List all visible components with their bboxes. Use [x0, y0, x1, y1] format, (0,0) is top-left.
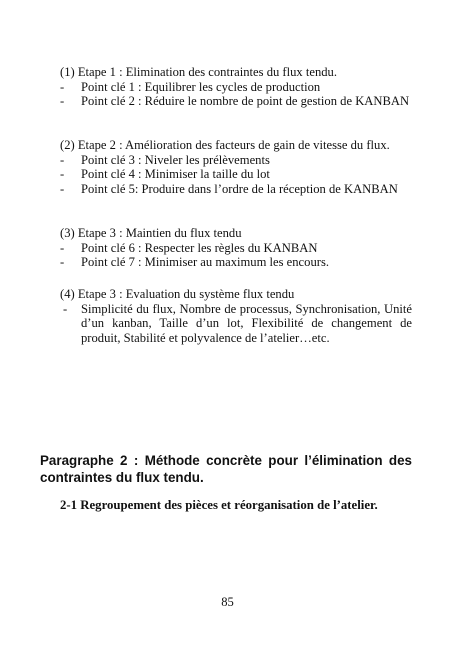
bullet-dash: - [60, 94, 65, 109]
list-item [60, 182, 412, 197]
bullet-dash: - [60, 240, 65, 255]
bullet-dash: - [60, 167, 65, 182]
step-2-list [60, 153, 412, 197]
step-1-section [60, 65, 412, 109]
list-item [60, 241, 412, 256]
step-3-title: (3) Etape 3 : Maintien du flux tendu [60, 226, 242, 240]
bullet-dash: - [60, 79, 65, 94]
step-3-list [60, 241, 412, 270]
bullet-dash: - [63, 301, 68, 316]
list-item [60, 153, 412, 168]
step-2-title: (2) Etape 2 : Amélioration des facteurs de gain de vitesse du flux. [60, 138, 390, 152]
list-item [60, 94, 412, 109]
bullet-dash: - [60, 255, 65, 270]
step-4-list [60, 302, 412, 346]
key-point-text: Point clé 5: Produire dans l’ordre de la réception de KANBAN [81, 181, 398, 196]
step-4-title: (4) Etape 3 : Evaluation du système flux tendu [60, 287, 295, 301]
paragraph-heading: Paragraphe 2 : Méthode concrète pour l’élimination des contraintes du flux tendu. [40, 453, 412, 485]
bullet-dash: - [60, 181, 65, 196]
key-point-text: Point clé 3 : Niveler les prélèvements [81, 152, 270, 167]
key-point-text: Point clé 6 : Respecter les règles du KANBAN [81, 240, 318, 255]
step-2-section [60, 138, 412, 196]
step-1-list [60, 80, 412, 109]
page-number: 85 [221, 595, 234, 609]
key-point-text: Point clé 1 : Equilibrer les cycles de production [81, 79, 321, 94]
sub-heading: 2-1 Regroupement des pièces et réorganisation de l’atelier. [60, 498, 378, 512]
list-item [60, 302, 412, 346]
list-item [60, 80, 412, 95]
key-point-text: Point clé 4 : Minimiser la taille du lot [81, 167, 270, 182]
step-1-title: (1) Etape 1 : Elimination des contraintes du flux tendu. [60, 65, 337, 79]
list-item [60, 255, 412, 270]
key-point-text: Point clé 2 : Réduire le nombre de point de gestion de KANBAN [81, 94, 410, 109]
key-point-text: Point clé 7 : Minimiser au maximum les encours. [81, 255, 329, 270]
step-4-section [60, 287, 412, 345]
evaluation-criteria-text: Simplicité du flux, Nombre de processus, Synchronisation, Unité d’un kanban, Taille d’un lot, Flexibilité de changement de produit, Stabilité et polyvalence de l’atelier…etc. [81, 301, 412, 345]
list-item [60, 167, 412, 182]
bullet-dash: - [60, 152, 65, 167]
step-3-section [60, 226, 412, 270]
